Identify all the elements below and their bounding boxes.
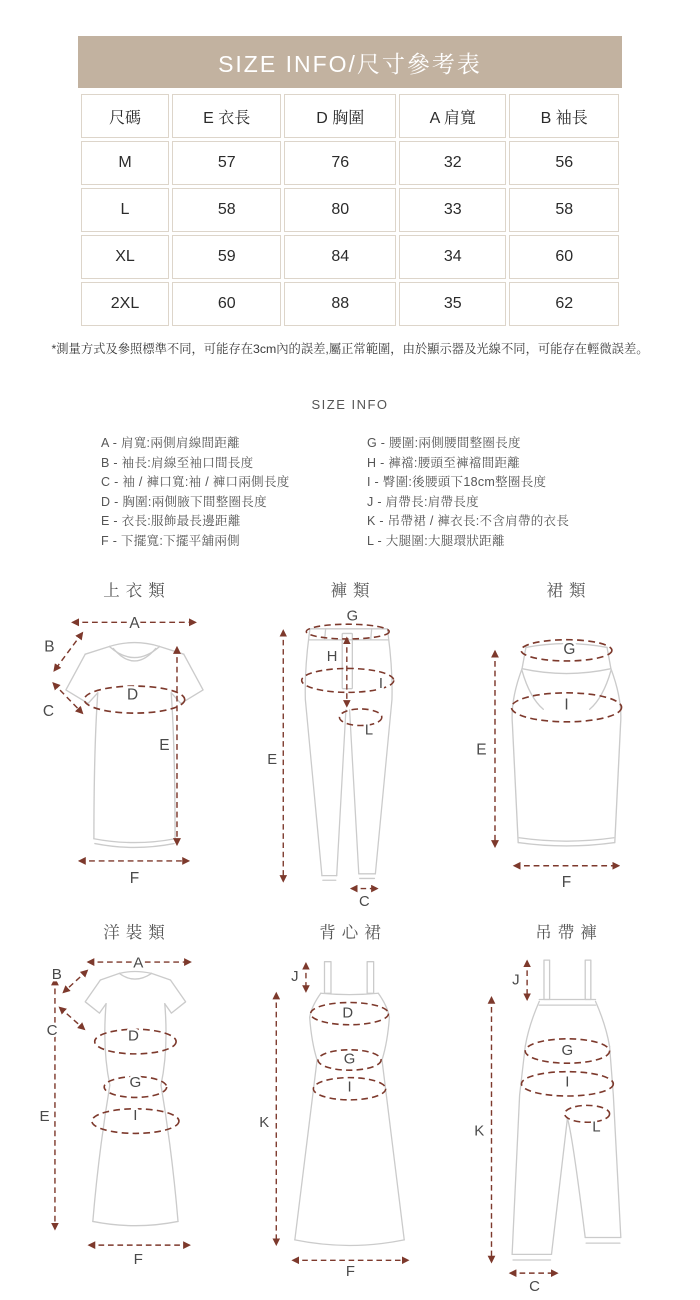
table-row (81, 282, 619, 326)
vest-dress-outline (295, 962, 404, 1246)
tops-diagram (34, 603, 234, 888)
dresses-label-g: G (129, 1074, 142, 1092)
skirts-section (458, 577, 674, 907)
dresses-label-i: I (133, 1107, 138, 1125)
tops-label-c: C (42, 703, 55, 721)
size-cell: 56 (509, 141, 619, 185)
col-header-length: E 衣長 (172, 94, 281, 138)
arrow-cuff-width (60, 1007, 85, 1029)
tops-section-title: 上衣類 (103, 582, 171, 600)
overalls-label-i: I (565, 1073, 570, 1091)
size-table-header-row (81, 94, 619, 138)
pants-label-e: E (266, 752, 277, 769)
skirts-label-e: E (476, 741, 487, 759)
pants-label-g: G (346, 608, 358, 625)
legend-item: I - 臀圍:後腰頭下18cm整圈長度 (367, 475, 547, 489)
legend-item: F - 下擺寬:下擺平舖兩側 (101, 533, 240, 548)
dresses-label-e: E (39, 1108, 50, 1126)
size-row-label: L (81, 188, 169, 232)
dresses-section (26, 919, 242, 1292)
overalls-section (458, 919, 674, 1292)
legend-item: C - 袖 / 褲口寬:袖 / 褲口兩側長度 (101, 475, 290, 489)
legend-left-column (101, 434, 329, 551)
col-header-sleeve: B 袖長 (509, 94, 619, 138)
vest-dress-label-i: I (347, 1079, 352, 1096)
dresses-label-a: A (133, 954, 144, 972)
vest-dress-label-j: J (291, 969, 299, 986)
overalls-label-c: C (529, 1277, 541, 1292)
dresses-section-title: 洋裝類 (103, 924, 171, 942)
skirt-outline (512, 644, 621, 846)
size-cell: 80 (284, 188, 395, 232)
size-cell: 84 (284, 235, 395, 279)
vest-dress-diagram (254, 945, 446, 1277)
diagram-row-2 (26, 919, 674, 1292)
vest-dress-label-g: G (343, 1051, 356, 1068)
size-row-label: M (81, 141, 169, 185)
pants-label-l: L (364, 722, 373, 739)
vest-dress-label-f: F (345, 1264, 355, 1277)
dresses-label-c: C (46, 1021, 58, 1039)
overalls-section-title: 吊帶褲 (535, 924, 603, 942)
size-table-wrap (78, 91, 622, 329)
pants-section (242, 577, 458, 907)
skirts-label-i: I (564, 696, 569, 714)
pants-label-c: C (358, 894, 370, 907)
measurement-note: *測量方式及參照標準不同，可能存在3cm內的誤差,屬正常範圍，由於顯示器及光線不同，可能存在輕微誤差。 (51, 342, 649, 356)
tops-label-f: F (129, 870, 140, 888)
size-cell: 59 (172, 235, 281, 279)
tops-label-a: A (129, 615, 140, 633)
arrow-sleeve-length (54, 633, 82, 671)
size-row-label: 2XL (81, 282, 169, 326)
size-cell: 76 (284, 141, 395, 185)
overalls-diagram (469, 945, 663, 1292)
size-cell: 32 (399, 141, 507, 185)
tops-label-e: E (159, 736, 170, 754)
arrow-sleeve-length (63, 971, 87, 993)
tops-section (26, 577, 242, 907)
size-cell: 60 (509, 235, 619, 279)
legend-item: J - 肩帶長:肩帶長度 (367, 494, 479, 509)
dresses-label-f: F (133, 1251, 143, 1265)
legend-item: E - 衣長:服飾最長邊距離 (101, 514, 241, 528)
skirts-diagram (466, 603, 666, 888)
diagram-row-1 (26, 577, 674, 907)
vest-dress-label-d: D (342, 1005, 354, 1022)
legend-item: D - 胸圍:兩側腋下間整圈長度 (101, 494, 267, 509)
legend-right-column (367, 434, 599, 551)
size-cell: 57 (172, 141, 281, 185)
size-info-subtitle: SIZE INFO (311, 397, 389, 412)
size-cell: 88 (284, 282, 395, 326)
skirts-label-g: G (563, 641, 576, 659)
skirts-label-f: F (561, 874, 572, 888)
ellipse-thigh (565, 1105, 610, 1122)
size-table (78, 91, 622, 329)
pants-section-title: 褲類 (330, 582, 376, 600)
legend-item: G - 腰圍:兩側腰間整圈長度 (367, 436, 521, 450)
dress-outline (85, 972, 185, 1226)
vest-dress-label-k: K (259, 1114, 270, 1131)
pants-outline (305, 629, 392, 880)
vest-dress-section (242, 919, 458, 1292)
dresses-label-d: D (128, 1027, 139, 1045)
col-header-bust: D 胸圍 (284, 94, 395, 138)
size-chart-title: SIZE INFO/尺寸參考表 (218, 50, 482, 77)
overalls-label-j: J (512, 971, 520, 989)
size-cell: 33 (399, 188, 507, 232)
size-cell: 58 (509, 188, 619, 232)
legend-item: H - 褲襠:腰頭至褲襠間距離 (367, 455, 521, 470)
size-cell: 35 (399, 282, 507, 326)
ellipse-waist (306, 624, 389, 639)
legend-item: K - 吊帶裙 / 褲衣長:不含肩帶的衣長 (367, 514, 570, 528)
size-row-label: XL (81, 235, 169, 279)
col-header-shoulder: A 肩寬 (399, 94, 507, 138)
size-cell: 60 (172, 282, 281, 326)
col-header-size: 尺碼 (81, 94, 169, 138)
table-row (81, 235, 619, 279)
measurement-legend (0, 434, 700, 551)
tops-label-d: D (126, 686, 139, 704)
overalls-label-l: L (592, 1118, 601, 1136)
table-row (81, 188, 619, 232)
size-cell: 34 (399, 235, 507, 279)
size-cell: 62 (509, 282, 619, 326)
size-chart-header (78, 36, 622, 88)
pants-diagram (263, 603, 438, 907)
dresses-label-b: B (51, 966, 62, 984)
tops-label-b: B (44, 638, 55, 656)
pants-label-h: H (326, 649, 337, 666)
table-row (81, 141, 619, 185)
vest-dress-section-title: 背心裙 (319, 924, 387, 942)
dresses-diagram (36, 945, 232, 1265)
overalls-label-g: G (561, 1041, 574, 1059)
legend-item: L - 大腿圍:大腿環狀距離 (367, 533, 505, 548)
size-cell: 58 (172, 188, 281, 232)
tshirt-outline (66, 643, 203, 848)
overalls-label-k: K (474, 1122, 485, 1140)
legend-item: A - 肩寬:兩側肩線間距離 (101, 436, 240, 450)
legend-item: B - 袖長:肩線至袖口間長度 (101, 455, 254, 470)
skirts-section-title: 裙類 (546, 582, 592, 600)
pants-label-i: I (378, 675, 383, 692)
